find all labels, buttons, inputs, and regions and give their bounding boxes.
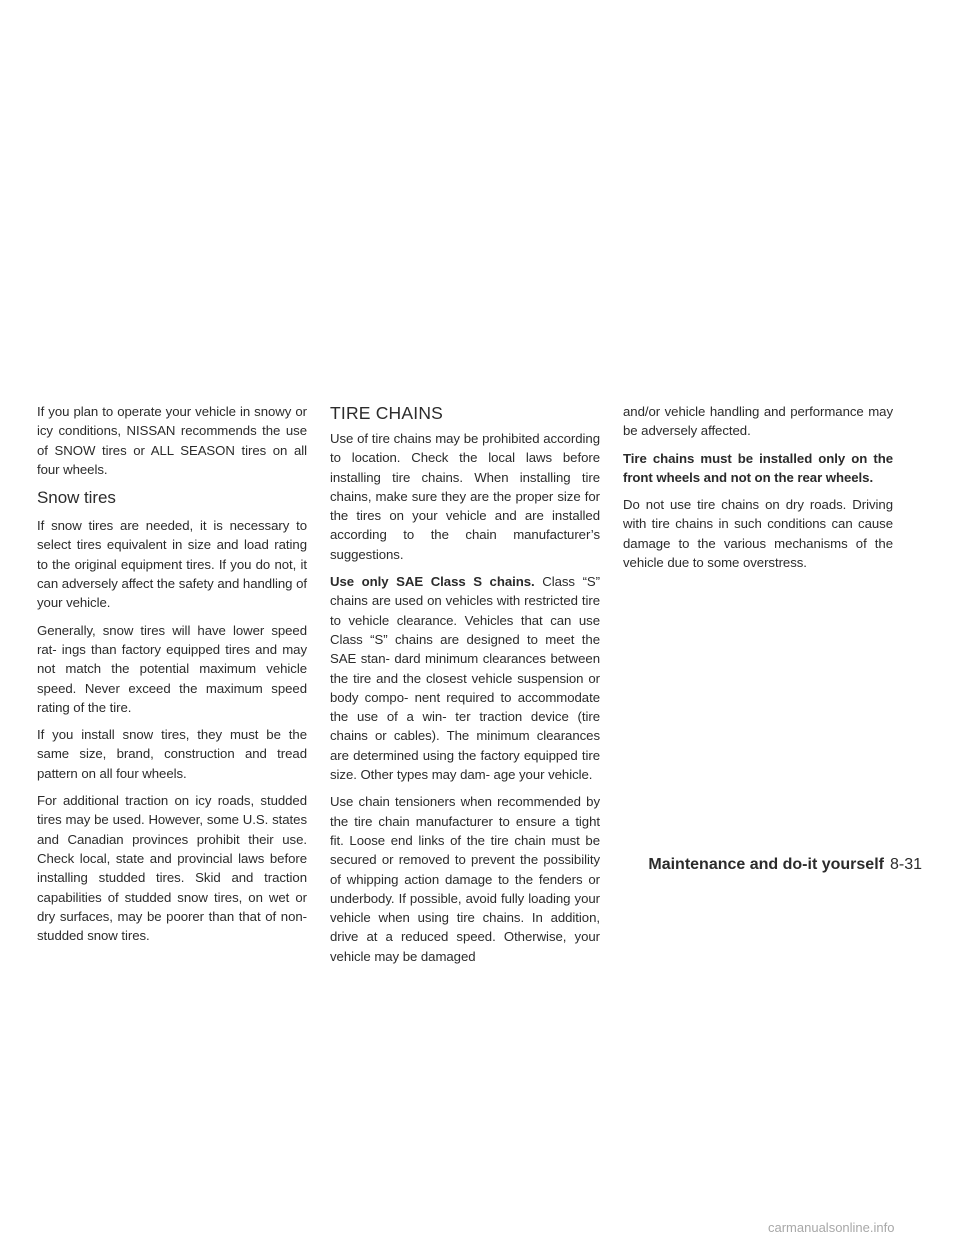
- column-1: [37, 402, 307, 953]
- sae-class-s-lead: Use only SAE Class S chains.: [330, 574, 535, 590]
- snow-tires-paragraph-4: For additional traction on icy roads, studded tires may be used. However, some U.S. states and Canadian provinces prohibit their use. Check local, state and provincial laws before installing studded tires. Skid and traction capabilities of studded snow tires, on wet or dry surfaces, may be poorer than that of non-studded snow tires.: [37, 793, 307, 944]
- snow-tires-paragraph-3: If you install snow tires, they must be the same size, brand, construction and tread pattern on all four wheels.: [37, 727, 307, 781]
- page-footer: [648, 856, 922, 874]
- column-3: [623, 402, 893, 580]
- dry-roads-paragraph: Do not use tire chains on dry roads. Driving with tire chains in such conditions can cause damage to the various mechanisms of the vehicle due to some overstress.: [623, 497, 893, 571]
- tire-chains-paragraph-1: Use of tire chains may be prohibited according to location. Check the local laws before installing tire chains. When installing tire chains, make sure they are the proper size for the tires on your vehicle and are installed according to the chain manufacturer’s suggestions.: [330, 431, 600, 562]
- footer-section-title: Maintenance and do-it yourself: [648, 856, 884, 873]
- page-number: 8-31: [889, 856, 922, 873]
- column-2: [330, 402, 600, 974]
- tire-chains-paragraph-2: [330, 572, 600, 784]
- snow-tires-paragraph-1: If snow tires are needed, it is necessary to select tires equivalent in size and load rating to the original equipment tires. If you do not, it can adversely affect the safety and handling of your vehicle.: [37, 518, 307, 611]
- snow-tires-heading: Snow tires: [37, 488, 116, 508]
- continuation-paragraph: and/or vehicle handling and performance may be adversely affected.: [623, 404, 893, 439]
- sae-class-s-body: Class “S” chains are used on vehicles with restricted tire to vehicle clearance. Vehicles that can use Class “S” chains are designed to meet the SAE stan- dard minimum clearances between the tire and the closest vehicle suspension or body compo- nent required to accommodate the use of a win- ter traction device (tire chains or cables). The minimum clearances are determined using the factory equipped tire size. Other types may dam- age your vehicle.: [330, 574, 600, 783]
- front-wheels-warning: Tire chains must be installed only on the front wheels and not on the rear wheels.: [623, 450, 893, 485]
- snow-tires-paragraph-2: Generally, snow tires will have lower speed rat- ings than factory equipped tires and may not match the potential maximum vehicle speed. Never exceed the maximum speed rating of the tire.: [37, 622, 307, 715]
- watermark: carmanualsonline.info: [768, 1220, 895, 1235]
- tire-chains-paragraph-3: Use chain tensioners when recommended by the tire chain manufacturer to ensure a tight fit. Loose end links of the tire chain must be secured or removed to prevent the possibility of whipping action damage to the fenders or underbody. If possible, avoid fully loading your vehicle when using tire chains. In addition, drive at a reduced speed. Otherwise, your vehicle may be damaged: [330, 794, 600, 964]
- tire-chains-heading: TIRE CHAINS: [330, 403, 444, 423]
- intro-paragraph: If you plan to operate your vehicle in snowy or icy conditions, NISSAN recommends the use of SNOW tires or ALL SEASON tires on all four wheels.: [37, 404, 307, 477]
